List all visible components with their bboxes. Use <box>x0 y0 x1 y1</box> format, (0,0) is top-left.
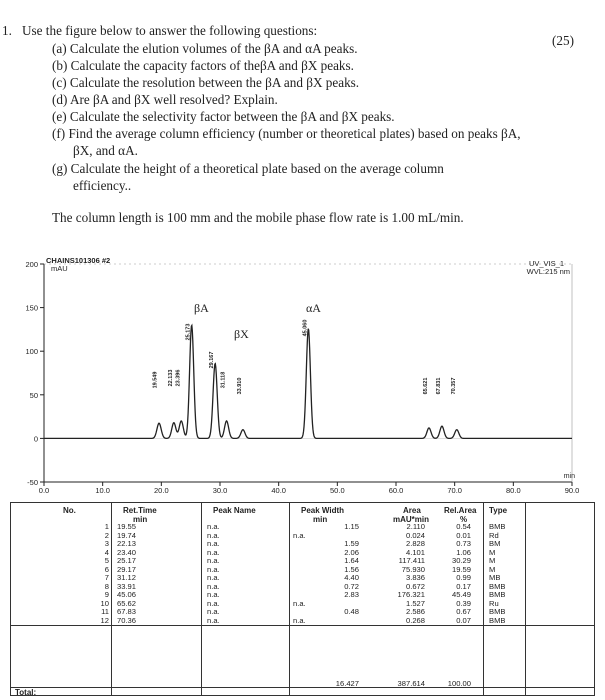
part-g: (g) Calculate the height of a theoretical plate based on the average column <box>52 161 444 176</box>
header-peak-width-unit: min <box>313 515 328 524</box>
x-tick-label: 60.0 <box>388 486 404 495</box>
retention-time-label: 25.173 <box>185 323 192 341</box>
col-rel-area: 0.54 0.01 0.73 1.06 30.29 19.59 0.99 0.17 45.49 0.39 0.67 0.07 <box>451 522 471 625</box>
part-f-cont: βX, and αA. <box>73 143 138 158</box>
col-peak-name: n.a. n.a. n.a. n.a. n.a. n.a. n.a. n.a. n.a. n.a. n.a. n.a. <box>207 522 220 625</box>
total-label: Total: <box>15 688 37 697</box>
part-c: (c) Calculate the resolution between the βA and βX peaks. <box>52 75 360 90</box>
header-ret-time-unit: min <box>133 515 148 524</box>
x-tick-label: 0.0 <box>38 486 50 495</box>
retention-time-label: 65.621 <box>422 377 429 395</box>
x-tick-label: 70.0 <box>447 486 462 495</box>
part-d: (d) Are βA and βX well resolved? Explain. <box>52 92 278 107</box>
peak-annotation-beta-a: βA <box>194 301 209 315</box>
part-g-cont: efficiency.. <box>73 178 132 193</box>
wavelength-label: WVL:215 nm <box>526 267 570 276</box>
x-unit-label: min <box>563 473 575 480</box>
header-rel-area-unit: % <box>460 515 468 524</box>
col-area: 2.110 0.024 2.828 4.101 117.411 75.930 3.836 0.672 176.321 1.527 2.586 0.268 <box>397 522 425 625</box>
col-number: 1 2 3 4 5 6 7 8 9 10 11 12 <box>100 522 109 625</box>
part-a: (a) Calculate the elution volumes of the βA and αA peaks. <box>52 41 358 56</box>
x-tick-label: 10.0 <box>95 486 110 495</box>
x-tick-label: 50.0 <box>330 486 345 495</box>
y-tick-label: 200 <box>25 260 38 269</box>
retention-time-label: 33.910 <box>236 377 243 395</box>
header-peak-name: Peak Name <box>213 506 256 515</box>
retention-time-label: 19.549 <box>152 371 159 389</box>
part-e: (e) Calculate the selectivity factor between the βA and βX peaks. <box>52 109 395 124</box>
part-f: (f) Find the average column efficiency (number or theoretical plates) based on peaks βA, <box>52 126 521 141</box>
retention-time-label: 23.396 <box>175 369 182 387</box>
question-intro: Use the figure below to answer the following questions: <box>22 23 318 38</box>
x-tick-label: 90.0 <box>564 486 580 495</box>
retention-time-label: 22.133 <box>167 369 174 387</box>
detector-label: UV_VIS_1 <box>528 259 564 268</box>
peak-annotation-alpha-a: αA <box>306 301 321 315</box>
y-tick-label: 50 <box>29 390 38 400</box>
retention-time-label: 31.118 <box>220 371 227 389</box>
chart-sample-name: CHAINS101306 #2 <box>46 256 111 265</box>
total-rel-area: 100.00 <box>447 679 471 688</box>
x-tick-label: 40.0 <box>271 486 286 495</box>
x-tick-label: 80.0 <box>506 486 521 495</box>
y-tick-label: 100 <box>25 347 38 357</box>
y-unit-label: mAU <box>51 264 68 273</box>
header-type: Type <box>489 506 508 515</box>
question-number: 1. <box>2 23 12 38</box>
x-tick-label: 30.0 <box>212 486 228 495</box>
col-peak-width: 1.15 1.59 2.06 1.64 1.56 4.40 0.72 2.83 0.48 <box>344 522 359 616</box>
question-points: (25) <box>552 33 574 48</box>
header-ret-time: Ret.Time <box>123 506 157 515</box>
part-b: (b) Calculate the capacity factors of theβA and βX peaks. <box>52 58 354 73</box>
header-area-unit: mAU*min <box>393 515 430 524</box>
header-area: Area <box>403 506 421 515</box>
header-peak-width: Peak Width <box>301 506 345 515</box>
retention-time-label: 70.357 <box>450 377 457 395</box>
results-table <box>10 502 595 696</box>
total-peak-width: 16.427 <box>335 679 359 688</box>
header-rel-area: Rel.Area <box>444 506 477 515</box>
conditions-text: The column length is 100 mm and the mobile phase flow rate is 1.00 mL/min. <box>52 210 464 225</box>
x-tick-label: 20.0 <box>154 486 169 495</box>
header-no: No. <box>63 506 76 515</box>
retention-time-label: 45.060 <box>302 319 309 337</box>
chromatogram-chart <box>0 250 605 502</box>
col-peak-width-na: n.a. n.a. n.a. <box>293 530 306 625</box>
col-type: BMB Rd BM M M M MB BMB BMB Ru BMB BMB <box>489 522 506 625</box>
y-tick-label: 150 <box>25 303 38 313</box>
total-area: 387.614 <box>397 679 425 688</box>
y-tick-label: 0 <box>33 434 38 444</box>
peak-annotation-beta-x: βX <box>234 327 249 341</box>
col-ret-time: 19.55 19.74 22.13 23.40 25.17 29.17 31.12 33.91 45.06 65.62 67.83 70.36 <box>117 522 137 625</box>
y-tick-label: -50 <box>27 478 38 487</box>
retention-time-label: 67.831 <box>435 377 442 395</box>
retention-time-label: 29.167 <box>209 351 216 369</box>
chromatogram-trace <box>44 325 572 438</box>
